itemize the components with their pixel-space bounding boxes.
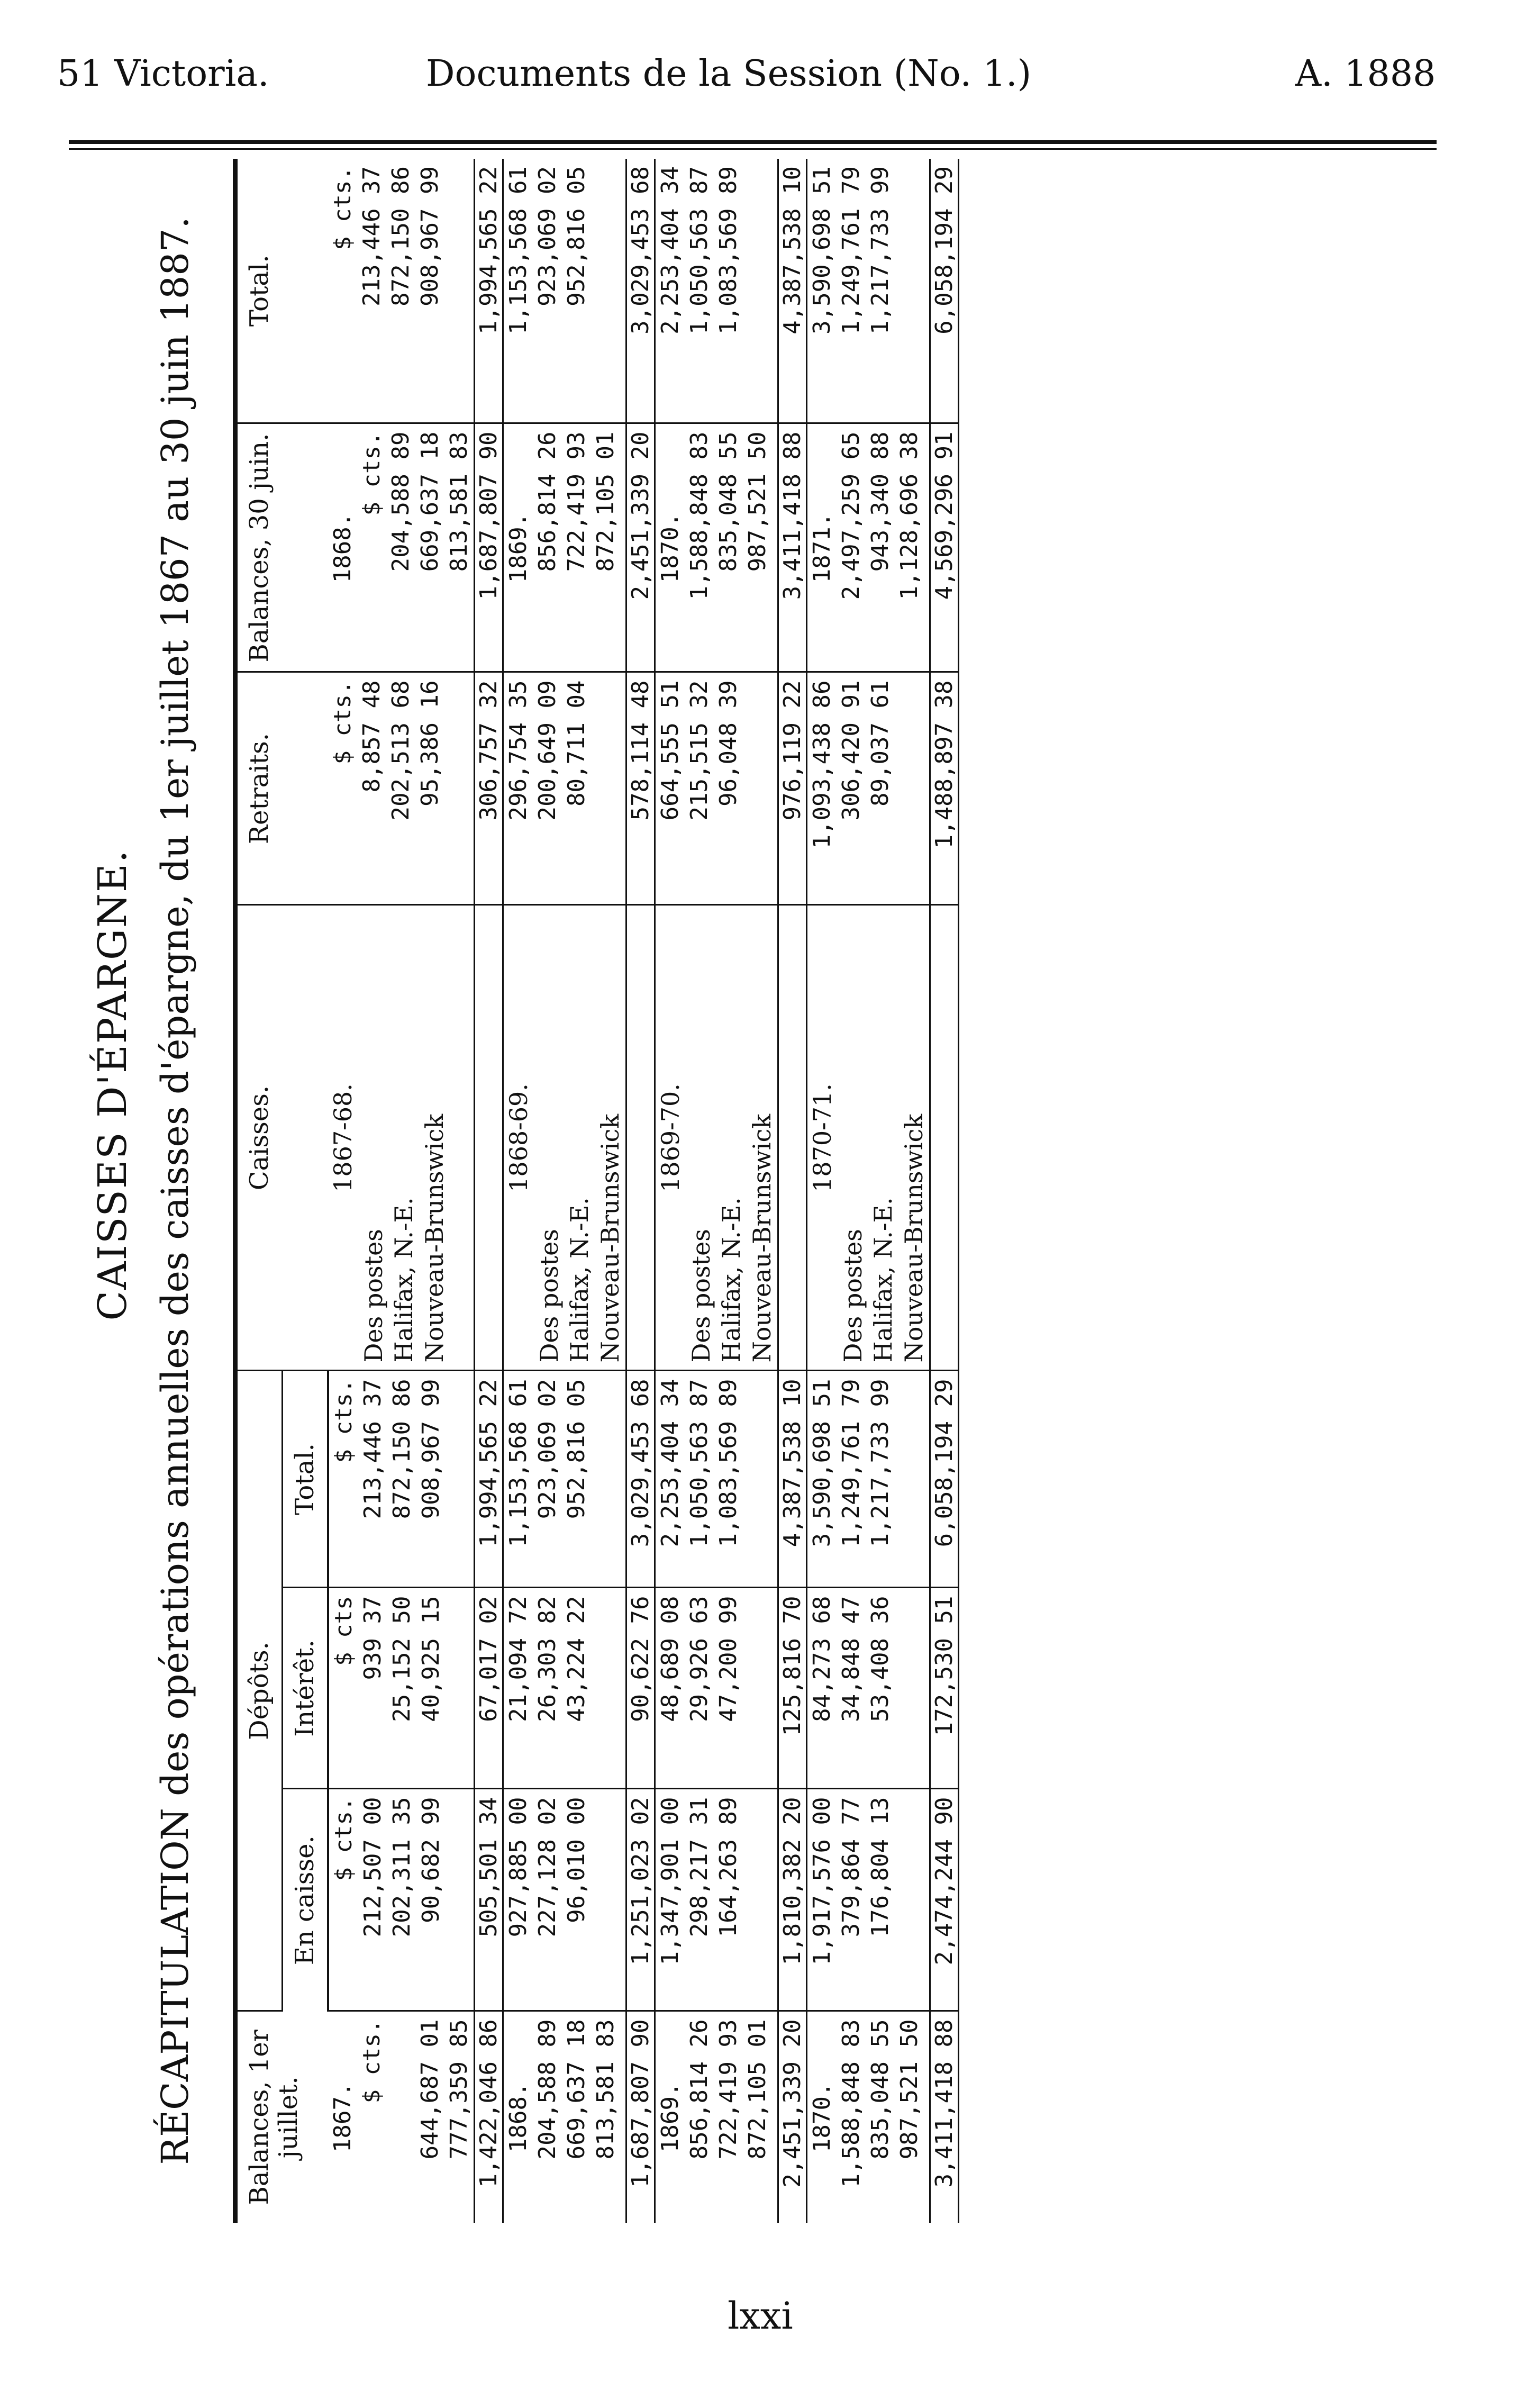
value: 856,814 26 [686, 2019, 713, 2160]
value: 1,917,576 00 [809, 1797, 836, 1966]
cell-interet [655, 1588, 778, 1789]
savings-bank-table [233, 159, 959, 2223]
cell-caisse [328, 905, 475, 1371]
value: 1,249,761 79 [838, 1379, 865, 1547]
running-header-right: A. 1888 [1295, 53, 1436, 95]
total-total: 6,058,194 29 [930, 159, 959, 423]
year-label: 1870. [809, 2082, 836, 2152]
caisse-name: Halifax, N.-E. [869, 1197, 898, 1363]
value: 872,150 86 [387, 166, 415, 306]
value: 669,637 18 [416, 431, 444, 572]
value: 722,419 93 [715, 2019, 742, 2160]
value: 908,967 99 [417, 1379, 445, 1519]
value: 813,581 83 [592, 2019, 620, 2160]
cell-retraits [807, 672, 930, 905]
value: 1,217,733 99 [867, 1379, 894, 1547]
value: 1,249,761 79 [838, 166, 865, 334]
value: 89,037 61 [867, 680, 894, 807]
caisse-name: Nouveau-Brunswick [747, 1114, 776, 1363]
units-label: $ cts. [330, 1797, 358, 1881]
table-row [655, 159, 778, 2223]
value: 3,590,698 51 [809, 1379, 836, 1547]
col-balances-close: Balances, 30 juin. [235, 423, 329, 672]
value: 856,814 26 [534, 431, 561, 572]
value: 53,408 36 [867, 1596, 894, 1722]
total-caisse [930, 905, 959, 1371]
value: 644,687 01 [416, 2019, 444, 2160]
units-label: $ cts [330, 1596, 358, 1666]
col-total-depots: Total. [283, 1371, 329, 1588]
value: 1,050,563 87 [686, 1379, 713, 1547]
value: 204,588 89 [534, 2019, 561, 2160]
value: 21,094 72 [505, 1596, 532, 1722]
caisse-name: Nouveau-Brunswick [420, 1114, 449, 1363]
caisse-name: Des postes [838, 1229, 867, 1363]
page-folio: lxxi [728, 2294, 793, 2338]
total-open: 1,687,807 90 [626, 2011, 655, 2223]
cell-en_caisse [655, 1789, 778, 2011]
cell-caisse [655, 905, 778, 1371]
table-body [328, 159, 959, 2223]
value: 47,200 99 [715, 1596, 742, 1722]
total-open: 2,451,339 20 [778, 2011, 807, 2223]
value: 664,555 51 [657, 680, 684, 821]
cell-open [328, 2011, 475, 2223]
period-label: 1869-70. [656, 1083, 685, 1192]
caisse-name: Halifax, N.-E. [717, 1197, 746, 1363]
col-group-depots: Dépôts. [235, 1371, 283, 2011]
value: 1,083,569 89 [715, 166, 742, 334]
value: 8,857 48 [358, 680, 386, 793]
cell-caisse [807, 905, 930, 1371]
caisse-name: Des postes [686, 1229, 715, 1363]
value: 1,153,568 61 [505, 166, 532, 334]
value: 2,497,259 65 [838, 431, 865, 600]
value: 1,588,848 83 [686, 431, 713, 600]
value: 176,804 13 [867, 1797, 894, 1938]
cell-total [328, 159, 475, 423]
total-caisse [778, 905, 807, 1371]
col-en-caisse: En caisse. [283, 1789, 329, 2011]
cell-retraits [328, 672, 475, 905]
value: 215,515 32 [686, 680, 713, 821]
total-total_dep: 4,387,538 10 [778, 1371, 807, 1588]
cell-en_caisse [807, 1789, 930, 2011]
year-label: 1868. [505, 2082, 532, 2152]
value: 202,513 68 [387, 680, 415, 821]
total-retraits: 976,119 22 [778, 672, 807, 905]
value: 872,105 01 [592, 431, 620, 572]
value: 1,588,848 83 [838, 2019, 865, 2188]
cell-close [503, 423, 626, 672]
value: 2,253,404 34 [657, 1379, 684, 1547]
value: 1,128,696 38 [896, 431, 923, 600]
total-close: 1,687,807 90 [475, 423, 503, 672]
header-rule [69, 140, 1437, 144]
cell-total_dep [807, 1371, 930, 1588]
value: 952,816 05 [563, 166, 591, 306]
running-header-left: 51 Victoria. [57, 53, 269, 95]
total-close: 3,411,418 88 [778, 423, 807, 672]
period-label: 1867-68. [329, 1083, 358, 1192]
value: 43,224 22 [563, 1596, 591, 1722]
value: 306,420 91 [838, 680, 865, 821]
table-subtitle: RÉCAPITULATION des opérations annuelles des caisses d'épargne, du 1er juillet 1867 au 30 juin 1887. [153, 216, 197, 2165]
caisse-name: Des postes [534, 1229, 564, 1363]
rotated-page-content [69, 159, 1434, 2223]
value: 923,069 02 [534, 1379, 561, 1519]
units-label: $ cts. [358, 2019, 386, 2104]
col-interet: Intérêt. [283, 1588, 329, 1789]
value: 669,637 18 [563, 2019, 591, 2160]
total-interet: 90,622 76 [626, 1588, 655, 1789]
period-label: 1870-71. [808, 1083, 837, 1192]
value: 213,446 37 [358, 166, 386, 306]
value: 40,925 15 [417, 1596, 445, 1722]
units-label: $ cts. [330, 1379, 358, 1463]
period-label: 1868-69. [504, 1083, 533, 1192]
cell-close [328, 423, 475, 672]
value [386, 2020, 415, 2216]
value: 202,311 35 [388, 1797, 416, 1938]
cell-close [655, 423, 778, 672]
value: 943,340 88 [867, 431, 894, 572]
total-interet: 125,816 70 [778, 1588, 807, 1789]
value: 872,105 01 [744, 2019, 771, 2160]
total-total_dep: 6,058,194 29 [930, 1371, 959, 1588]
table-title: CAISSES D'ÉPARGNE. [90, 849, 135, 1321]
value: 1,153,568 61 [505, 1379, 532, 1547]
value: 298,217 31 [686, 1797, 713, 1938]
year-label: 1868. [329, 512, 357, 583]
value: 1,347,901 00 [657, 1797, 684, 1966]
total-total: 3,029,453 68 [626, 159, 655, 423]
total-total_dep: 1,994,565 22 [475, 1371, 503, 1588]
total-caisse [626, 905, 655, 1371]
total-en_caisse: 1,251,023 02 [626, 1789, 655, 2011]
value: 80,711 04 [563, 680, 591, 807]
col-caisses: Caisses. [235, 905, 329, 1371]
value: 835,048 55 [715, 431, 742, 572]
value: 29,926 63 [686, 1596, 713, 1722]
total-en_caisse: 1,810,382 20 [778, 1789, 807, 2011]
total-en_caisse: 2,474,244 90 [930, 1789, 959, 2011]
value: 1,217,733 99 [867, 166, 894, 334]
cell-total [807, 159, 930, 423]
col-total: Total. [235, 159, 329, 423]
units-label: $ cts. [329, 680, 357, 765]
total-open: 3,411,418 88 [930, 2011, 959, 2223]
value: 96,010 00 [563, 1797, 591, 1923]
header-rule-thin [69, 148, 1437, 150]
value: 48,689 08 [657, 1596, 684, 1722]
table-total-row [778, 159, 807, 2223]
cell-caisse [503, 905, 626, 1371]
table-row [328, 159, 475, 2223]
value: 379,864 77 [838, 1797, 865, 1938]
table-row [807, 159, 930, 2223]
running-header-title: Documents de la Session (No. 1.) [426, 53, 1032, 95]
cell-en_caisse [503, 1789, 626, 2011]
value: 835,048 55 [867, 2019, 894, 2160]
cell-open [655, 2011, 778, 2223]
total-interet: 172,530 51 [930, 1588, 959, 1789]
cell-en_caisse [328, 1789, 475, 2011]
total-total_dep: 3,029,453 68 [626, 1371, 655, 1588]
cell-total_dep [503, 1371, 626, 1588]
value: 908,967 99 [416, 166, 444, 306]
year-label: 1869. [657, 2082, 684, 2152]
table-total-row [475, 159, 503, 2223]
value: 872,150 86 [388, 1379, 416, 1519]
caisse-name: Nouveau-Brunswick [595, 1114, 624, 1363]
year-label: 1871. [809, 512, 836, 583]
value: 95,386 16 [416, 680, 444, 807]
units-label: $ cts. [358, 431, 386, 516]
value: 204,588 89 [387, 431, 415, 572]
total-retraits: 306,757 32 [475, 672, 503, 905]
value: 987,521 50 [896, 2019, 923, 2160]
value: 84,273 68 [809, 1596, 836, 1722]
cell-retraits [655, 672, 778, 905]
value: 1,050,563 87 [686, 166, 713, 334]
value: 25,152 50 [388, 1596, 416, 1722]
value: 96,048 39 [715, 680, 742, 807]
cell-total [655, 159, 778, 423]
units-label: $ cts. [329, 166, 357, 250]
cell-open [807, 2011, 930, 2223]
total-close: 2,451,339 20 [626, 423, 655, 672]
value: 1,083,569 89 [715, 1379, 742, 1547]
value: 90,682 99 [417, 1797, 445, 1923]
total-total: 1,994,565 22 [475, 159, 503, 423]
total-close: 4,569,296 91 [930, 423, 959, 672]
cell-interet [503, 1588, 626, 1789]
value: 927,885 00 [505, 1797, 532, 1938]
cell-retraits [503, 672, 626, 905]
year-label: 1867. [329, 2082, 357, 2152]
value: 987,521 50 [744, 431, 771, 572]
col-retraits: Retraits. [235, 672, 329, 905]
value: 296,754 35 [505, 680, 532, 821]
value: 213,446 37 [359, 1379, 387, 1519]
value: 952,816 05 [563, 1379, 591, 1519]
value: 2,253,404 34 [657, 166, 684, 334]
table-total-row [930, 159, 959, 2223]
caisse-name: Halifax, N.-E. [389, 1197, 419, 1363]
caisse-name: Des postes [359, 1229, 388, 1363]
total-total: 4,387,538 10 [778, 159, 807, 423]
cell-total [503, 159, 626, 423]
value: 227,128 02 [534, 1797, 561, 1938]
value: 3,590,698 51 [809, 166, 836, 334]
cell-interet [807, 1588, 930, 1789]
total-interet: 67,017 02 [475, 1588, 503, 1789]
value: 813,581 83 [446, 431, 473, 572]
year-label: 1869. [505, 512, 532, 583]
value: 26,303 82 [534, 1596, 561, 1722]
year-label: 1870. [657, 512, 684, 583]
cell-close [807, 423, 930, 672]
value: 34,848 47 [838, 1596, 865, 1722]
caisse-name: Halifax, N.-E. [565, 1197, 594, 1363]
table-row [503, 159, 626, 2223]
col-balances-open: Balances, 1er juillet. [244, 2030, 304, 2205]
total-retraits: 578,114 48 [626, 672, 655, 905]
total-caisse [475, 905, 503, 1371]
total-en_caisse: 505,501 34 [475, 1789, 503, 2011]
total-open: 1,422,046 86 [475, 2011, 503, 2223]
cell-interet [328, 1588, 475, 1789]
cell-total_dep [328, 1371, 475, 1588]
cell-open [503, 2011, 626, 2223]
value: 1,093,438 86 [809, 680, 836, 849]
value: 164,263 89 [715, 1797, 742, 1938]
total-retraits: 1,488,897 38 [930, 672, 959, 905]
value: 777,359 85 [446, 2019, 473, 2160]
cell-total_dep [655, 1371, 778, 1588]
caisse-name: Nouveau-Brunswick [899, 1114, 928, 1363]
value: 200,649 09 [534, 680, 561, 821]
value: 923,069 02 [534, 166, 561, 306]
value: 212,507 00 [359, 1797, 387, 1938]
value: 939 37 [359, 1596, 387, 1680]
value: 722,419 93 [563, 431, 591, 572]
table-total-row [626, 159, 655, 2223]
